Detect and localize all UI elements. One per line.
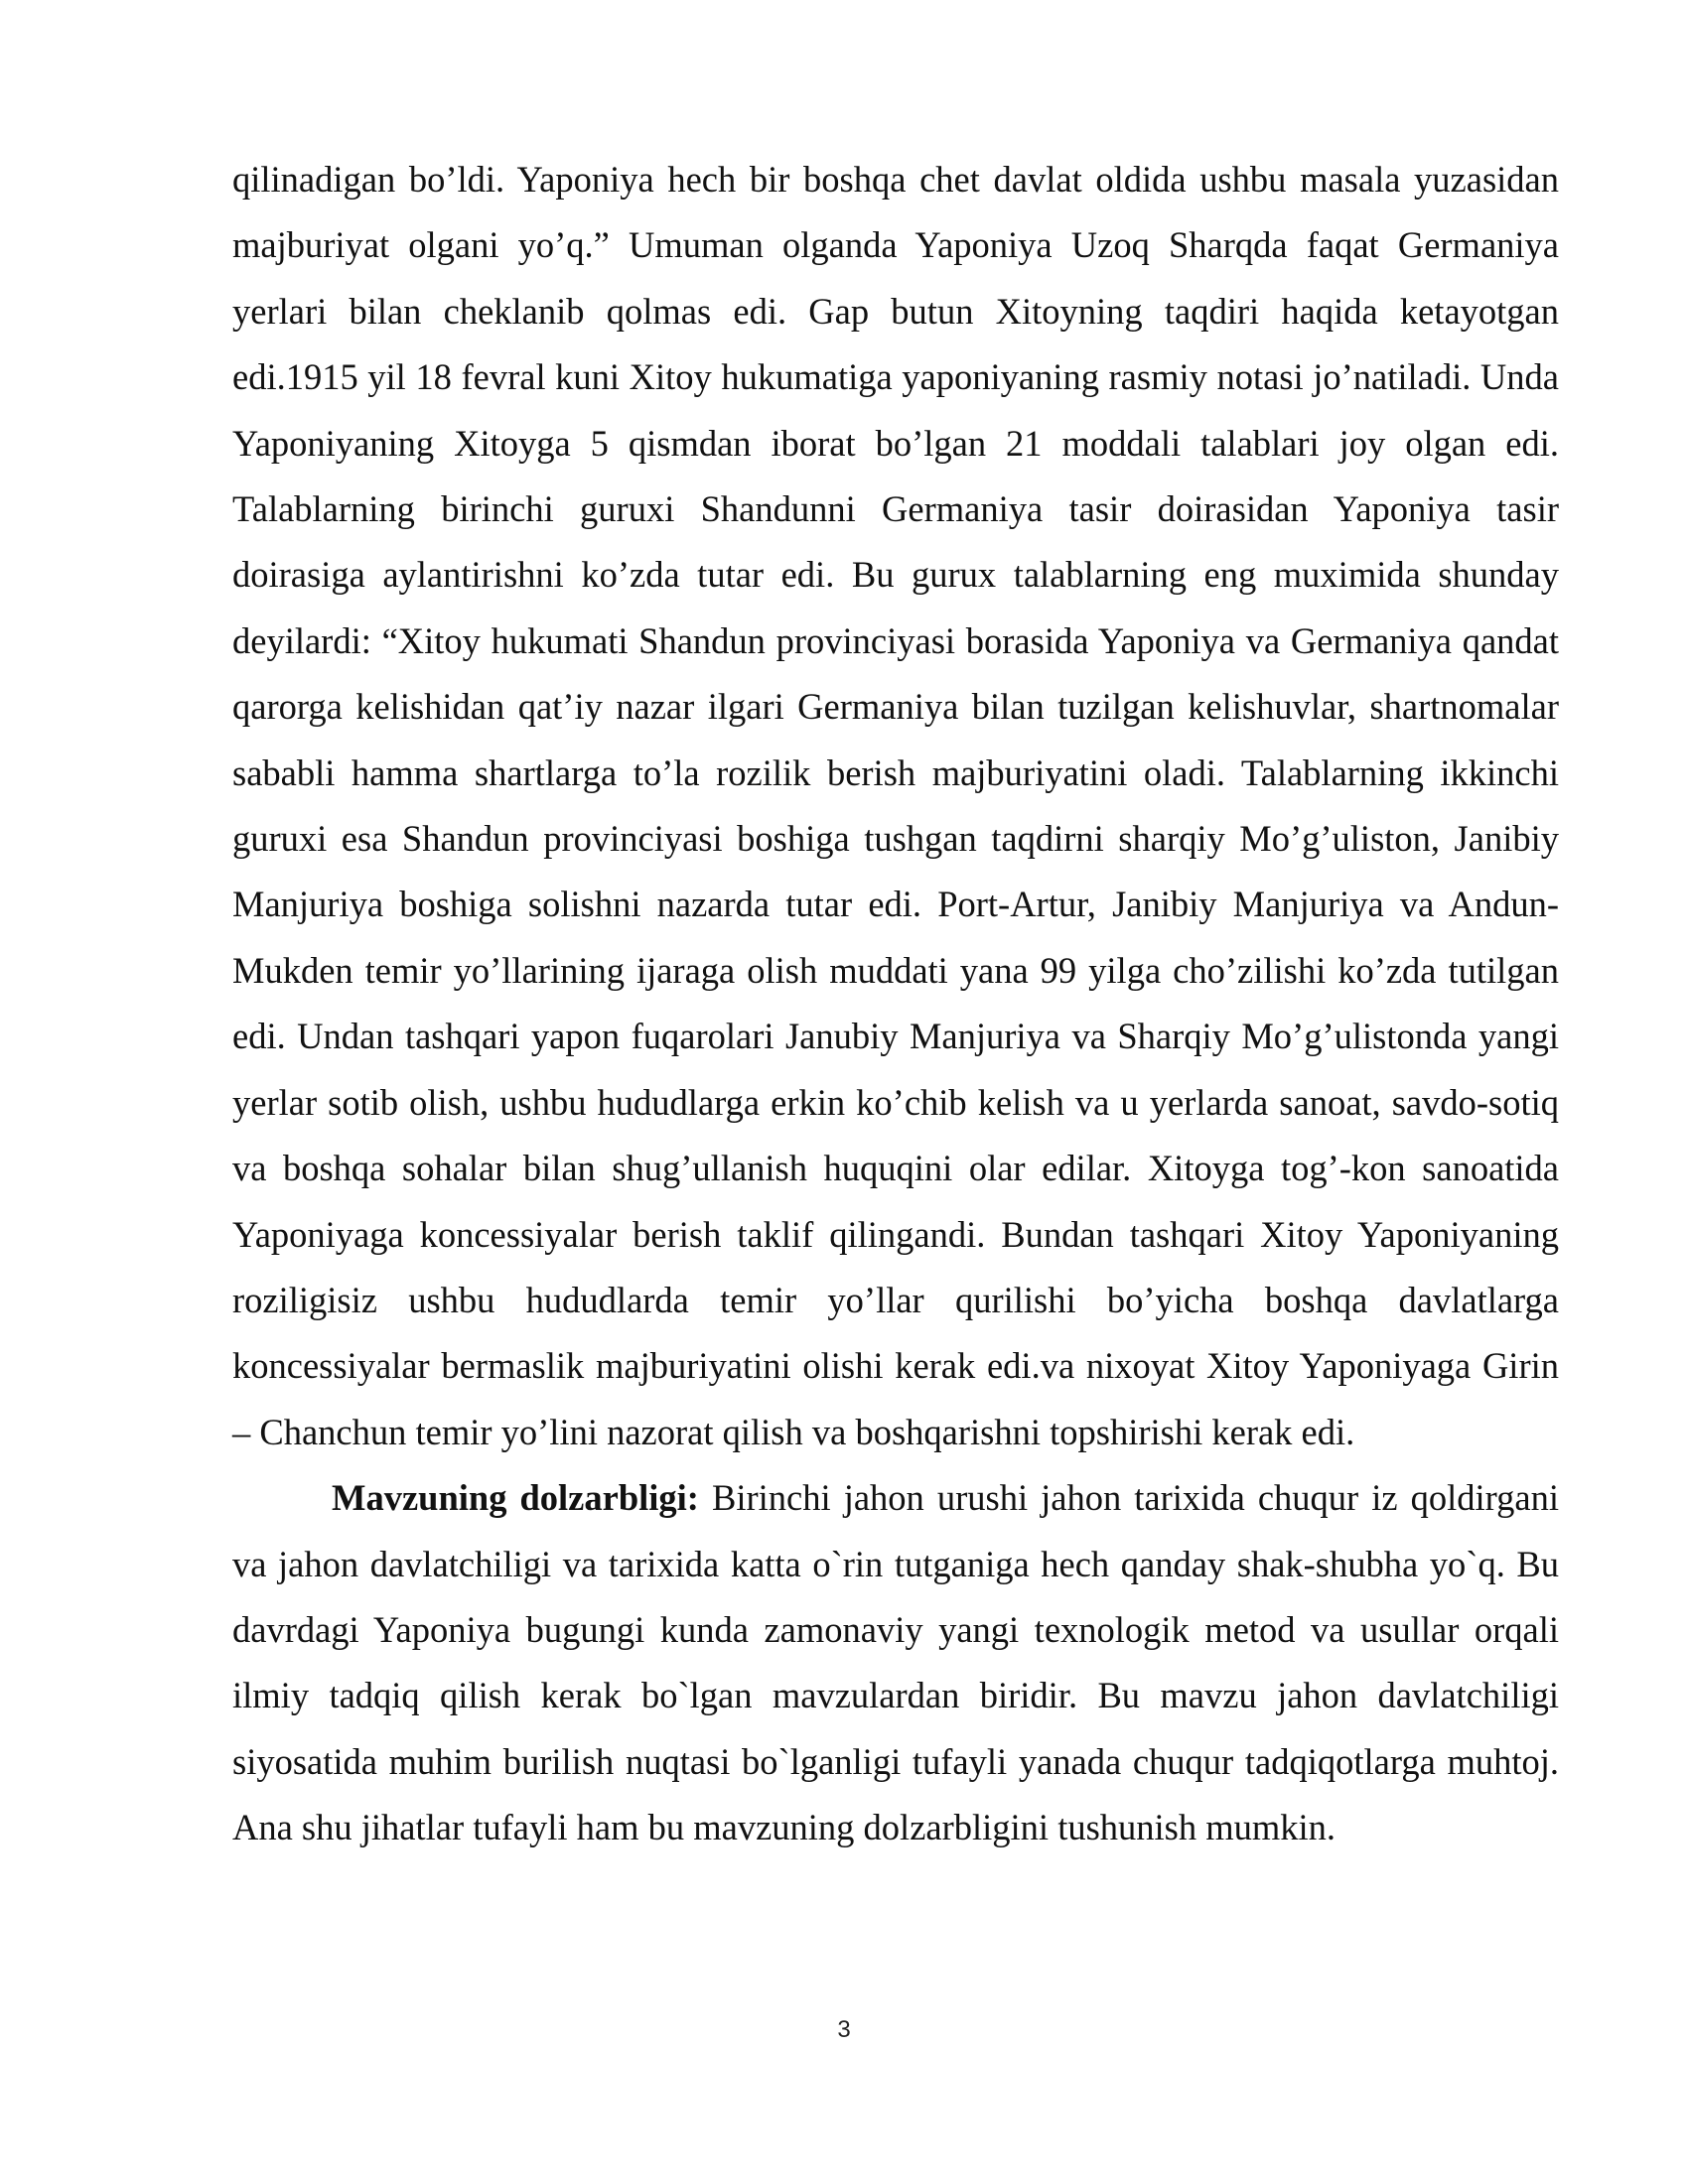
paragraph-continuation: qilinadigan bo’ldi. Yaponiya hech bir boshqa chet davlat oldida ushbu masala yuzasidan majburiyat olgani yo’q.” Umuman olganda Yaponiya Uzoq Sharqda faqat Germaniya yerlari bilan cheklanib qolmas edi. Gap butun Xitoyning taqdiri haqida ketayotgan edi.1915 yil 18 fevral kuni Xitoy hukumatiga yaponiyaning rasmiy notasi jo’natiladi. Unda Yaponiyaning Xitoyga 5 qismdan iborat bo’lgan 21 moddali talablari joy olgan edi. Talablarning birinchi guruxi Shandunni Germaniya tasir doirasidan Yaponiya tasir doirasiga aylantirishni ko’zda tutar edi. Bu gurux talablarning eng muximida shunday deyilardi: “Xitoy hukumati Shandun provinciyasi borasida Yaponiya va Germaniya qandat qarorga kelishidan qat’iy nazar ilgari Germaniya bilan tuzilgan kelishuvlar, shartnomalar sababli hamma shartlarga to’la rozilik berish majburiyatini oladi. Talablarning ikkinchi guruxi esa Shandun provinciyasi boshiga tushgan taqdirni sharqiy Mo’g’uliston, Janibiy Manjuriya boshiga solishni nazarda tutar edi. Port-Artur, Janibiy Manjuriya va Andun-Mukden temir yo’llarining ijaraga olish muddati yana 99 yilga cho’zilishi ko’zda tutilgan edi. Undan tashqari yapon fuqarolari Janubiy Manjuriya va Sharqiy Mo’g’ulistonda yangi yerlar sotib olish, ushbu hududlarga erkin ko’chib kelish va u yerlarda sanoat, savdo-sotiq va boshqa sohalar bilan shug’ullanish huquqini olar edilar. Xitoyga tog’-kon sanoatida Yaponiyaga koncessiyalar berish taklif qilingandi. Bundan tashqari Xitoy Yaponiyaning roziligisiz ushbu hududlarda temir yo’llar qurilishi bo’yicha boshqa davlatlarga koncessiyalar bermaslik majburiyatini olishi kerak edi.va nixoyat Xitoy Yaponiyaga Girin – Chanchun temir yo’lini nazorat qilish va boshqarishni topshirishi kerak edi. xyxy=(232,159,1559,1452)
relevance-body: Birinchi jahon urushi jahon tarixida chuqur iz qoldirgani va jahon davlatchiligi va tarixida katta o`rin tutganiga hech qanday shak-shubha yo`q. Bu davrdagi Yaponiya bugungi kunda zamonaviy yangi texnologik metod va usullar orqali ilmiy tadqiq qilish kerak bo`lgan mavzulardan biridir. Bu mavzu jahon davlatchiligi siyosatida muhim burilish nuqtasi bo`lganligi tufayli yanada chuqur tadqiqotlarga muhtoj. Ana shu jihatlar tufayli ham bu mavzuning dolzarbligini tushunish mumkin. xyxy=(232,1477,1559,1848)
relevance-heading: Mavzuning dolzarbligi: xyxy=(332,1477,699,1519)
paragraph-relevance xyxy=(232,1465,1559,1860)
page-body xyxy=(232,147,1559,1861)
page-number: 3 xyxy=(837,2016,851,2043)
